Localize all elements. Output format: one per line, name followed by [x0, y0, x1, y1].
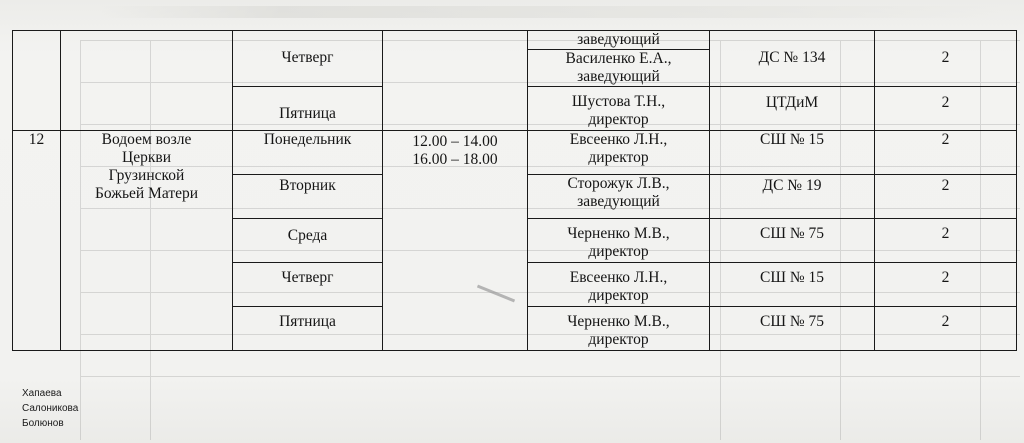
count-label: 2: [941, 313, 950, 330]
table-row: [13, 131, 1017, 175]
count-cell: [875, 307, 1017, 351]
resp-name: Черненко М.В.,: [567, 313, 670, 330]
time-line: 16.00 – 18.00: [412, 151, 498, 168]
org-label: ЦТДиМ: [765, 94, 819, 111]
place-line: Грузинской: [108, 167, 185, 184]
resp-name: Черненко М.В.,: [567, 225, 670, 242]
place-cell: [61, 131, 233, 351]
day-label: Пятница: [279, 313, 336, 330]
resp-name: Сторожук Л.В.,: [567, 175, 670, 192]
count-label: 2: [941, 131, 950, 148]
org-cell: [710, 131, 875, 175]
table-row: [13, 31, 1017, 50]
day-cell: [233, 87, 383, 131]
resp-role: директор: [588, 149, 649, 166]
day-cell: [233, 131, 383, 175]
count-label: 2: [941, 177, 950, 194]
count-label: 2: [941, 49, 950, 66]
org-label: СШ № 15: [759, 269, 824, 286]
signature-name: Салоникова: [22, 403, 79, 414]
count-cell: [875, 31, 1017, 87]
place-line: Божьей Матери: [94, 185, 199, 202]
num-cell: [13, 131, 61, 351]
org-cell: [710, 263, 875, 307]
count-cell: [875, 131, 1017, 175]
resp-role: директор: [588, 243, 649, 260]
schedule-table: [12, 30, 1017, 351]
day-label: Понедельник: [263, 131, 352, 148]
row-number: 12: [28, 131, 45, 148]
count-cell: [875, 263, 1017, 307]
day-cell: [233, 31, 383, 87]
resp-role: директор: [588, 287, 649, 304]
place-line: Церкви: [122, 149, 171, 166]
time-cell: [383, 31, 528, 131]
org-label: СШ № 75: [759, 225, 824, 242]
org-cell: [710, 307, 875, 351]
count-cell: [875, 87, 1017, 131]
day-cell: [233, 175, 383, 219]
day-label: Четверг: [281, 49, 334, 66]
day-label: Пятница: [279, 105, 336, 122]
signature-name: Болюнов: [22, 418, 64, 429]
resp-cell: [528, 31, 710, 50]
signature-name: Хапаева: [22, 388, 62, 399]
org-label: ДС № 19: [762, 177, 822, 194]
org-cell: [710, 175, 875, 219]
count-cell: [875, 219, 1017, 263]
resp-role: заведующий: [577, 68, 660, 85]
signatures-block: [22, 386, 78, 431]
scan-shadow: [100, 6, 1000, 18]
org-cell: [710, 219, 875, 263]
place-line: Водоем возле: [101, 131, 192, 148]
day-cell: [233, 219, 383, 263]
org-label: СШ № 15: [759, 131, 824, 148]
resp-role: директор: [588, 331, 649, 348]
resp-name: Евсеенко Л.Н.,: [569, 131, 668, 148]
day-label: Вторник: [279, 177, 336, 194]
resp-cell: [528, 219, 710, 263]
resp-role: заведующий: [577, 193, 660, 210]
org-label: СШ № 75: [759, 313, 824, 330]
resp-cell: [528, 50, 710, 87]
day-cell: [233, 307, 383, 351]
count-label: 2: [941, 225, 950, 242]
resp-cell: [528, 175, 710, 219]
resp-role: заведующий: [577, 31, 660, 48]
resp-name: Василенко Е.А.,: [565, 50, 672, 67]
resp-cell: [528, 307, 710, 351]
day-cell: [233, 263, 383, 307]
resp-name: Шустова Т.Н.,: [571, 93, 666, 110]
resp-cell: [528, 87, 710, 131]
day-label: Среда: [287, 227, 328, 244]
time-line: 12.00 – 14.00: [412, 133, 498, 150]
time-cell: [383, 131, 528, 351]
org-cell: [710, 87, 875, 131]
count-label: 2: [941, 94, 950, 111]
count-label: 2: [941, 269, 950, 286]
org-cell: [710, 31, 875, 87]
resp-cell: [528, 263, 710, 307]
num-cell: [13, 31, 61, 131]
org-label: ДС № 134: [758, 49, 826, 66]
resp-cell: [528, 131, 710, 175]
count-cell: [875, 175, 1017, 219]
resp-name: Евсеенко Л.Н.,: [569, 269, 668, 286]
day-label: Четверг: [281, 269, 334, 286]
place-cell: [61, 31, 233, 131]
resp-role: директор: [588, 111, 649, 128]
